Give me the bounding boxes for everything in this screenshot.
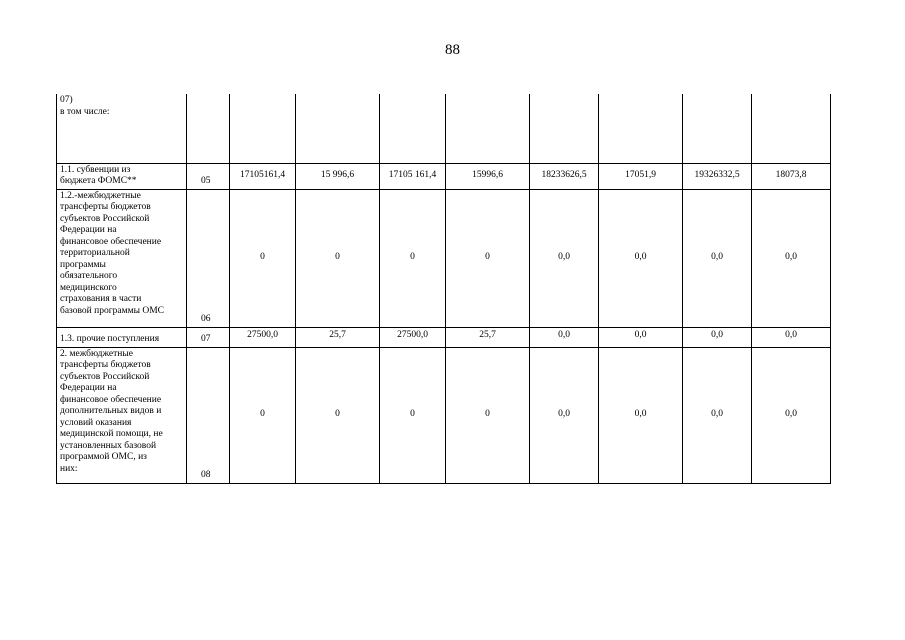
row-label: 1.3. прочие поступления (57, 327, 187, 347)
cell-value: 17051,9 (599, 163, 683, 189)
cell-value (530, 94, 599, 163)
row-code: 08 (187, 347, 230, 483)
cell-value: 25,7 (446, 327, 530, 347)
row-label: 1.2.-межбюджетные трансферты бюджетов субъектов Российской Федерации на финансовое обеспечение территориальной программы обязательного медицинского страхования в части базовой программы ОМС (57, 189, 187, 327)
row-code: 07 (187, 327, 230, 347)
cell-value: 0,0 (752, 189, 831, 327)
cell-value: 15996,6 (446, 163, 530, 189)
row-code: 06 (187, 189, 230, 327)
table-row (57, 189, 831, 327)
cell-value: 0 (296, 347, 380, 483)
cell-value: 0 (296, 189, 380, 327)
cell-value: 15 996,6 (296, 163, 380, 189)
row-label: 07) в том числе: (57, 94, 187, 163)
cell-value: 27500,0 (380, 327, 446, 347)
cell-value: 0,0 (599, 189, 683, 327)
cell-value: 0,0 (530, 347, 599, 483)
cell-value (296, 94, 380, 163)
cell-value: 27500,0 (230, 327, 296, 347)
cell-value: 0 (446, 189, 530, 327)
row-code: 05 (187, 163, 230, 189)
cell-value: 0,0 (530, 327, 599, 347)
cell-value: 17105161,4 (230, 163, 296, 189)
cell-value: 0 (446, 347, 530, 483)
cell-value: 18233626,5 (530, 163, 599, 189)
cell-value: 18073,8 (752, 163, 831, 189)
cell-value: 0,0 (683, 347, 752, 483)
row-label: 1.1. субвенции из бюджета ФОМС** (57, 163, 187, 189)
cell-value: 25,7 (296, 327, 380, 347)
table-row (57, 94, 831, 163)
cell-value (683, 94, 752, 163)
cell-value: 0,0 (752, 327, 831, 347)
cell-value (752, 94, 831, 163)
cell-value: 17105 161,4 (380, 163, 446, 189)
cell-value: 0 (230, 189, 296, 327)
cell-value: 19326332,5 (683, 163, 752, 189)
cell-value: 0 (380, 189, 446, 327)
cell-value (380, 94, 446, 163)
cell-value (446, 94, 530, 163)
cell-value: 0 (380, 347, 446, 483)
cell-value: 0,0 (752, 347, 831, 483)
cell-value: 0,0 (683, 327, 752, 347)
cell-value: 0,0 (599, 347, 683, 483)
row-code (187, 94, 230, 163)
budget-table (56, 94, 831, 484)
row-label: 2. межбюджетные трансферты бюджетов субъектов Российской Федерации на финансовое обеспечение дополнительных видов и условий оказания медицинской помощи, не установленных базовой программой ОМС, из них: (57, 347, 187, 483)
cell-value (599, 94, 683, 163)
cell-value: 0,0 (599, 327, 683, 347)
cell-value (230, 94, 296, 163)
table-row (57, 163, 831, 189)
cell-value: 0,0 (530, 189, 599, 327)
cell-value: 0 (230, 347, 296, 483)
table-row (57, 347, 831, 483)
cell-value: 0,0 (683, 189, 752, 327)
table-row (57, 327, 831, 347)
page-number: 88 (445, 42, 460, 58)
